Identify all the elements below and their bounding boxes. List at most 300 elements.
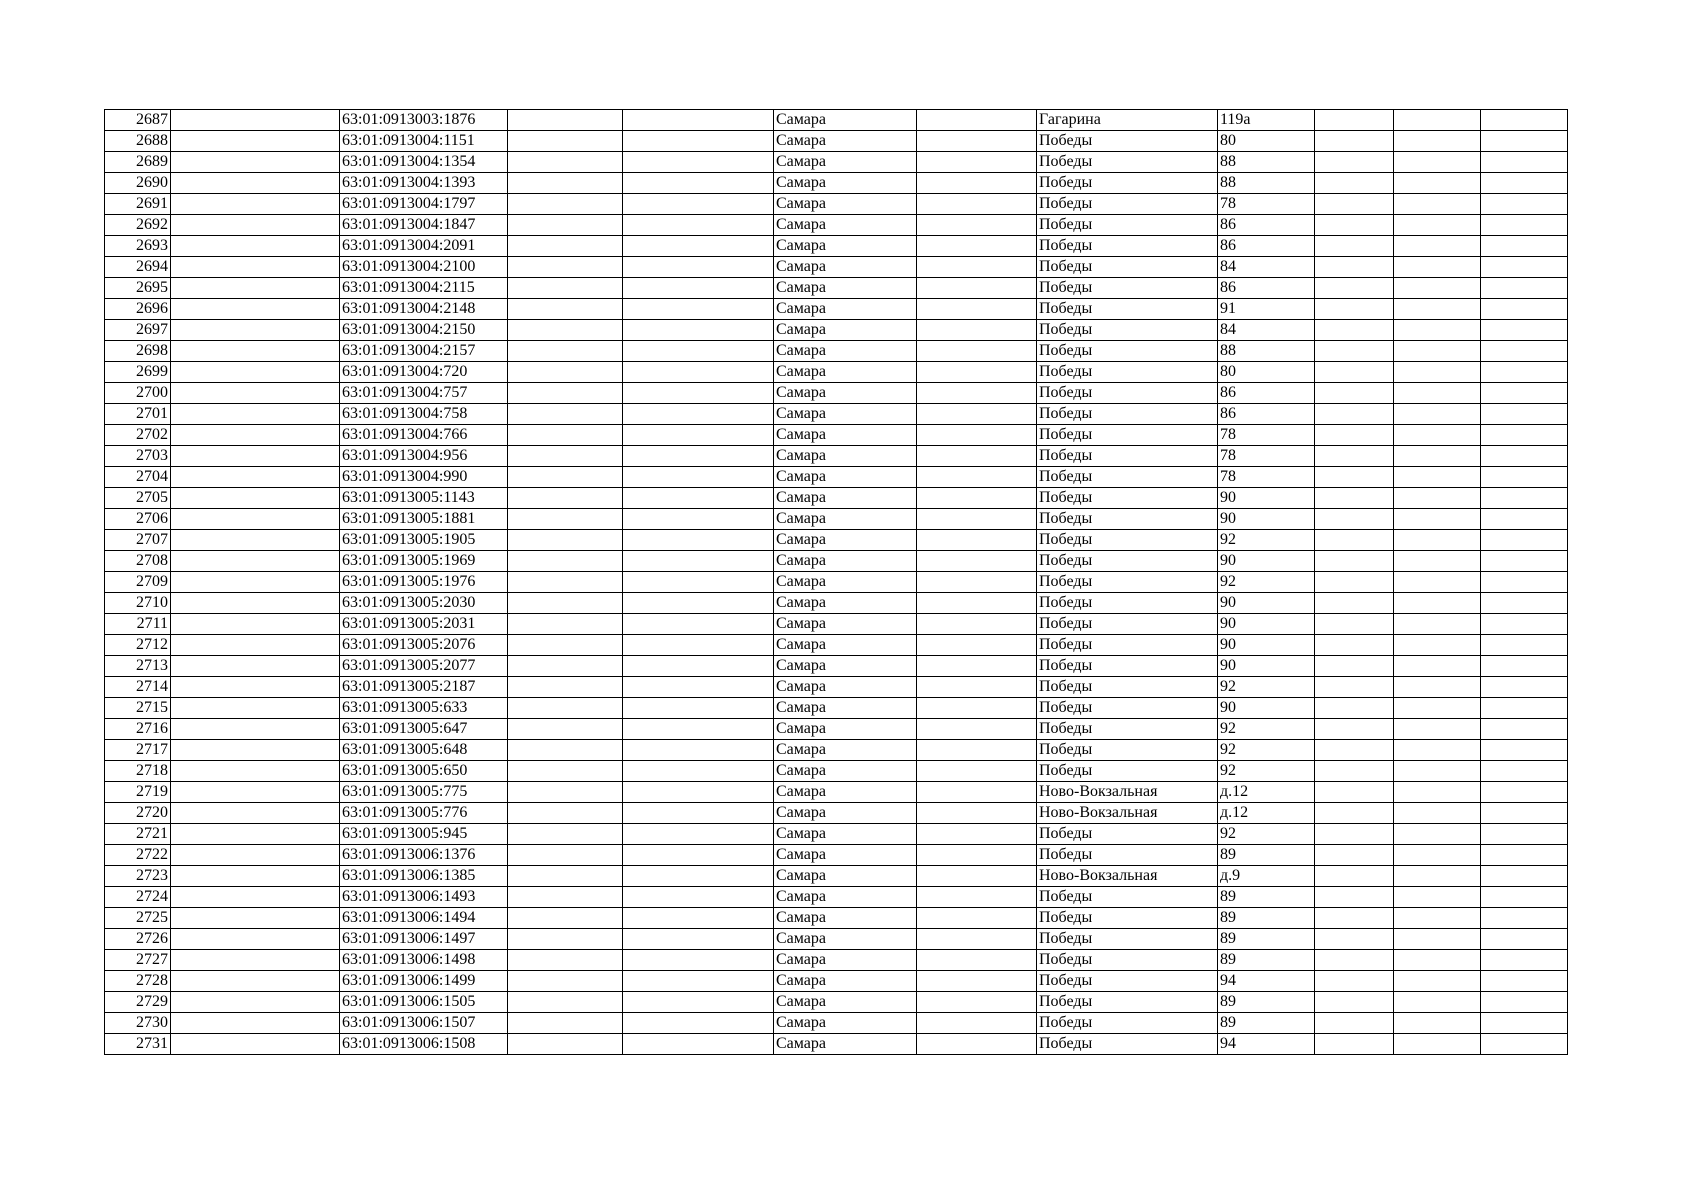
house-number-cell: 90 [1218,551,1315,572]
cadastral-number-cell: 63:01:0913005:2076 [340,635,508,656]
table-row [105,950,1568,971]
city-cell: Самара [774,1013,917,1034]
street-cell: Ново-Вокзальная [1037,866,1218,887]
street-cell: Победы [1037,845,1218,866]
empty-cell [1394,404,1481,425]
street-cell: Победы [1037,971,1218,992]
empty-cell [623,908,774,929]
cadastral-number-cell: 63:01:0913006:1497 [340,929,508,950]
street-cell: Победы [1037,404,1218,425]
table-row [105,467,1568,488]
empty-cell [1394,845,1481,866]
cadastral-number-cell: 63:01:0913005:647 [340,719,508,740]
city-cell: Самара [774,383,917,404]
table-row [105,572,1568,593]
table-row [105,719,1568,740]
table-row [105,803,1568,824]
empty-cell [917,467,1037,488]
empty-cell [508,551,623,572]
empty-cell [508,593,623,614]
street-cell: Победы [1037,551,1218,572]
street-cell: Победы [1037,131,1218,152]
street-cell: Победы [1037,362,1218,383]
row-number-cell: 2689 [105,152,171,173]
empty-cell [1315,677,1394,698]
cadastral-number-cell: 63:01:0913004:2100 [340,257,508,278]
city-cell: Самара [774,215,917,236]
city-cell: Самара [774,173,917,194]
city-cell: Самара [774,929,917,950]
house-number-cell: 78 [1218,425,1315,446]
empty-cell [171,425,340,446]
empty-cell [171,677,340,698]
empty-cell [171,929,340,950]
empty-cell [1481,740,1568,761]
row-number-cell: 2700 [105,383,171,404]
empty-cell [171,572,340,593]
city-cell: Самара [774,866,917,887]
empty-cell [1481,173,1568,194]
street-cell: Победы [1037,992,1218,1013]
table-row [105,761,1568,782]
empty-cell [1481,551,1568,572]
street-cell: Победы [1037,719,1218,740]
row-number-cell: 2714 [105,677,171,698]
empty-cell [1394,425,1481,446]
house-number-cell: 86 [1218,278,1315,299]
empty-cell [1315,341,1394,362]
empty-cell [1481,278,1568,299]
empty-cell [1315,320,1394,341]
empty-cell [508,425,623,446]
table-row [105,131,1568,152]
empty-cell [917,698,1037,719]
house-number-cell: 80 [1218,131,1315,152]
table-row [105,698,1568,719]
empty-cell [917,173,1037,194]
empty-cell [1481,950,1568,971]
table-row [105,488,1568,509]
empty-cell [623,278,774,299]
city-cell: Самара [774,467,917,488]
empty-cell [1315,257,1394,278]
empty-cell [1481,215,1568,236]
cadastral-number-cell: 63:01:0913005:1969 [340,551,508,572]
table-row [105,677,1568,698]
row-number-cell: 2724 [105,887,171,908]
empty-cell [1481,404,1568,425]
empty-cell [508,1034,623,1055]
empty-cell [171,845,340,866]
empty-cell [1394,257,1481,278]
city-cell: Самара [774,677,917,698]
empty-cell [623,551,774,572]
house-number-cell: 86 [1218,236,1315,257]
empty-cell [508,278,623,299]
street-cell: Победы [1037,887,1218,908]
street-cell: Победы [1037,1034,1218,1055]
house-number-cell: 86 [1218,383,1315,404]
empty-cell [1394,803,1481,824]
empty-cell [171,236,340,257]
empty-cell [1394,887,1481,908]
empty-cell [623,572,774,593]
house-number-cell: 90 [1218,614,1315,635]
empty-cell [623,404,774,425]
empty-cell [171,824,340,845]
table-row [105,299,1568,320]
city-cell: Самара [774,1034,917,1055]
city-cell: Самара [774,131,917,152]
street-cell: Победы [1037,299,1218,320]
cadastral-number-cell: 63:01:0913004:2115 [340,278,508,299]
empty-cell [171,656,340,677]
empty-cell [1315,866,1394,887]
empty-cell [623,866,774,887]
row-number-cell: 2695 [105,278,171,299]
city-cell: Самара [774,698,917,719]
empty-cell [1481,488,1568,509]
street-cell: Победы [1037,824,1218,845]
street-cell: Победы [1037,593,1218,614]
row-number-cell: 2697 [105,320,171,341]
street-cell: Победы [1037,929,1218,950]
empty-cell [508,992,623,1013]
empty-cell [623,992,774,1013]
table-row [105,782,1568,803]
empty-cell [1315,782,1394,803]
house-number-cell: 80 [1218,362,1315,383]
empty-cell [171,593,340,614]
empty-cell [917,509,1037,530]
empty-cell [1394,551,1481,572]
street-cell: Победы [1037,467,1218,488]
cadastral-number-cell: 63:01:0913004:1393 [340,173,508,194]
row-number-cell: 2698 [105,341,171,362]
street-cell: Победы [1037,425,1218,446]
empty-cell [1394,614,1481,635]
city-cell: Самара [774,341,917,362]
table-row [105,215,1568,236]
empty-cell [1481,887,1568,908]
empty-cell [1481,257,1568,278]
empty-cell [171,467,340,488]
empty-cell [1394,152,1481,173]
empty-cell [1315,635,1394,656]
empty-cell [917,614,1037,635]
empty-cell [1315,698,1394,719]
empty-cell [1315,236,1394,257]
empty-cell [1394,341,1481,362]
table-row [105,1034,1568,1055]
house-number-cell: 90 [1218,698,1315,719]
cadastral-number-cell: 63:01:0913004:2157 [340,341,508,362]
street-cell: Победы [1037,488,1218,509]
empty-cell [508,866,623,887]
empty-cell [1315,446,1394,467]
empty-cell [917,152,1037,173]
street-cell: Победы [1037,152,1218,173]
empty-cell [1481,194,1568,215]
row-number-cell: 2702 [105,425,171,446]
empty-cell [1315,152,1394,173]
empty-cell [171,782,340,803]
house-number-cell: 94 [1218,1034,1315,1055]
empty-cell [623,740,774,761]
empty-cell [171,131,340,152]
empty-cell [1315,803,1394,824]
empty-cell [1394,593,1481,614]
empty-cell [623,719,774,740]
empty-cell [1394,719,1481,740]
city-cell: Самара [774,488,917,509]
cadastral-number-cell: 63:01:0913004:2148 [340,299,508,320]
city-cell: Самара [774,593,917,614]
table-row [105,362,1568,383]
row-number-cell: 2688 [105,131,171,152]
empty-cell [623,950,774,971]
empty-cell [1394,761,1481,782]
house-number-cell: 90 [1218,656,1315,677]
street-cell: Победы [1037,446,1218,467]
cadastral-number-cell: 63:01:0913005:775 [340,782,508,803]
empty-cell [917,488,1037,509]
empty-cell [917,1034,1037,1055]
cadastral-number-cell: 63:01:0913005:2030 [340,593,508,614]
cadastral-number-cell: 63:01:0913004:766 [340,425,508,446]
empty-cell [508,719,623,740]
empty-cell [917,236,1037,257]
table-row [105,614,1568,635]
row-number-cell: 2703 [105,446,171,467]
empty-cell [1481,1013,1568,1034]
street-cell: Победы [1037,257,1218,278]
house-number-cell: 78 [1218,467,1315,488]
empty-cell [171,488,340,509]
empty-cell [1481,614,1568,635]
empty-cell [1481,908,1568,929]
empty-cell [508,572,623,593]
row-number-cell: 2691 [105,194,171,215]
empty-cell [1315,299,1394,320]
empty-cell [1394,698,1481,719]
empty-cell [508,1013,623,1034]
empty-cell [1394,110,1481,131]
empty-cell [1481,656,1568,677]
cadastral-number-cell: 63:01:0913006:1493 [340,887,508,908]
empty-cell [623,446,774,467]
row-number-cell: 2730 [105,1013,171,1034]
city-cell: Самара [774,950,917,971]
street-cell: Победы [1037,614,1218,635]
empty-cell [917,320,1037,341]
row-number-cell: 2715 [105,698,171,719]
empty-cell [1394,572,1481,593]
empty-cell [917,446,1037,467]
street-cell: Победы [1037,278,1218,299]
empty-cell [623,803,774,824]
street-cell: Победы [1037,950,1218,971]
city-cell: Самара [774,908,917,929]
empty-cell [623,1013,774,1034]
empty-cell [508,656,623,677]
empty-cell [171,257,340,278]
empty-cell [508,824,623,845]
empty-cell [623,593,774,614]
empty-cell [1481,929,1568,950]
row-number-cell: 2708 [105,551,171,572]
table-row [105,908,1568,929]
empty-cell [1481,866,1568,887]
empty-cell [623,635,774,656]
empty-cell [508,530,623,551]
empty-cell [508,740,623,761]
cadastral-number-cell: 63:01:0913005:945 [340,824,508,845]
empty-cell [171,950,340,971]
cadastral-number-cell: 63:01:0913005:1905 [340,530,508,551]
empty-cell [623,215,774,236]
empty-cell [171,740,340,761]
empty-cell [171,698,340,719]
empty-cell [1394,677,1481,698]
house-number-cell: 92 [1218,761,1315,782]
empty-cell [1315,467,1394,488]
empty-cell [1394,362,1481,383]
empty-cell [623,677,774,698]
empty-cell [623,257,774,278]
registry-table [104,109,1568,1055]
empty-cell [1394,740,1481,761]
city-cell: Самара [774,572,917,593]
empty-cell [917,677,1037,698]
row-number-cell: 2699 [105,362,171,383]
city-cell: Самара [774,971,917,992]
empty-cell [508,467,623,488]
empty-cell [1394,824,1481,845]
empty-cell [623,509,774,530]
row-number-cell: 2711 [105,614,171,635]
row-number-cell: 2725 [105,908,171,929]
row-number-cell: 2721 [105,824,171,845]
house-number-cell: 88 [1218,341,1315,362]
empty-cell [171,320,340,341]
empty-cell [623,425,774,446]
empty-cell [1481,761,1568,782]
cadastral-number-cell: 63:01:0913004:956 [340,446,508,467]
street-cell: Победы [1037,656,1218,677]
empty-cell [171,635,340,656]
table-row [105,236,1568,257]
empty-cell [508,803,623,824]
empty-cell [508,362,623,383]
street-cell: Гагарина [1037,110,1218,131]
empty-cell [623,887,774,908]
empty-cell [917,257,1037,278]
empty-cell [917,908,1037,929]
empty-cell [917,278,1037,299]
cadastral-number-cell: 63:01:0913006:1498 [340,950,508,971]
cadastral-number-cell: 63:01:0913006:1494 [340,908,508,929]
city-cell: Самара [774,530,917,551]
cadastral-number-cell: 63:01:0913004:990 [340,467,508,488]
empty-cell [1315,383,1394,404]
empty-cell [917,887,1037,908]
empty-cell [508,215,623,236]
empty-cell [171,719,340,740]
empty-cell [508,761,623,782]
street-cell: Победы [1037,677,1218,698]
empty-cell [917,131,1037,152]
city-cell: Самара [774,446,917,467]
empty-cell [508,341,623,362]
empty-cell [1481,152,1568,173]
empty-cell [1394,509,1481,530]
cadastral-number-cell: 63:01:0913005:2031 [340,614,508,635]
city-cell: Самара [774,362,917,383]
empty-cell [917,425,1037,446]
empty-cell [171,530,340,551]
empty-cell [917,971,1037,992]
empty-cell [1315,1034,1394,1055]
house-number-cell: 89 [1218,845,1315,866]
table-row [105,509,1568,530]
empty-cell [623,320,774,341]
empty-cell [623,467,774,488]
empty-cell [1394,299,1481,320]
empty-cell [917,782,1037,803]
empty-cell [1481,845,1568,866]
empty-cell [508,299,623,320]
row-number-cell: 2701 [105,404,171,425]
city-cell: Самара [774,425,917,446]
house-number-cell: 89 [1218,992,1315,1013]
cadastral-number-cell: 63:01:0913006:1385 [340,866,508,887]
house-number-cell: 90 [1218,488,1315,509]
empty-cell [1481,635,1568,656]
empty-cell [623,824,774,845]
city-cell: Самара [774,614,917,635]
empty-cell [1394,992,1481,1013]
empty-cell [1315,509,1394,530]
table-row [105,887,1568,908]
empty-cell [1394,1013,1481,1034]
empty-cell [1394,929,1481,950]
registry-table-body [105,110,1568,1055]
house-number-cell: 119а [1218,110,1315,131]
table-row [105,866,1568,887]
empty-cell [1481,782,1568,803]
cadastral-number-cell: 63:01:0913004:757 [340,383,508,404]
house-number-cell: 90 [1218,593,1315,614]
empty-cell [508,677,623,698]
city-cell: Самара [774,992,917,1013]
empty-cell [1394,467,1481,488]
table-row [105,110,1568,131]
empty-cell [1315,929,1394,950]
empty-cell [917,215,1037,236]
cadastral-number-cell: 63:01:0913003:1876 [340,110,508,131]
empty-cell [508,446,623,467]
table-row [105,404,1568,425]
empty-cell [1481,509,1568,530]
row-number-cell: 2690 [105,173,171,194]
empty-cell [1315,530,1394,551]
city-cell: Самара [774,656,917,677]
empty-cell [1481,992,1568,1013]
empty-cell [508,194,623,215]
city-cell: Самара [774,887,917,908]
row-number-cell: 2687 [105,110,171,131]
